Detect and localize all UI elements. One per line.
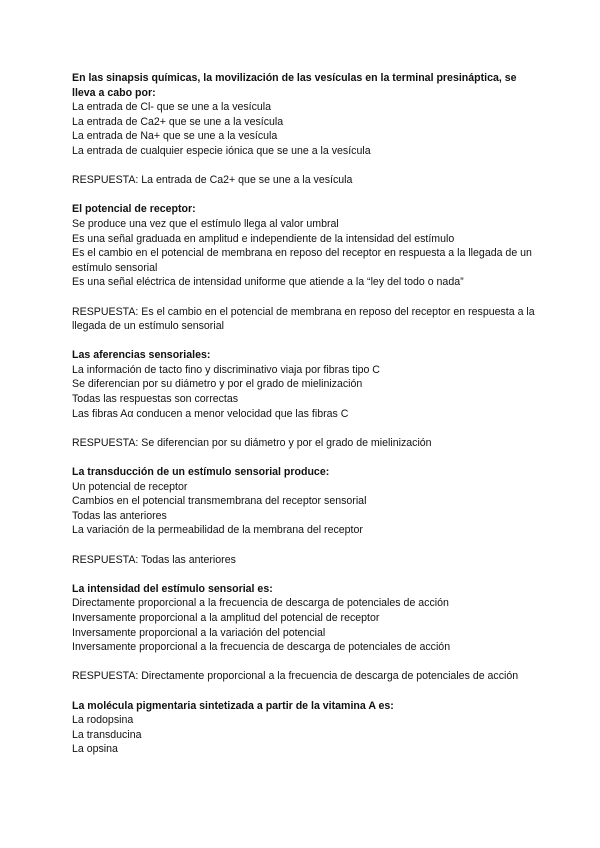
question-3: [72, 348, 542, 421]
option: La información de tacto fino y discriminativo viaja por fibras tipo C: [72, 363, 380, 376]
option: La entrada de Ca2+ que se une a la vesícula: [72, 115, 284, 128]
question-title: Las aferencias sensoriales:: [72, 349, 211, 362]
answer: RESPUESTA: Todas las anteriores: [72, 553, 236, 566]
option: Directamente proporcional a la frecuencia de descarga de potenciales de acción: [72, 597, 449, 610]
option: Es una señal graduada en amplitud e independiente de la intensidad del estímulo: [72, 232, 455, 245]
question-4: [72, 465, 542, 538]
option: Las fibras Aα conducen a menor velocidad que las fibras C: [72, 407, 349, 420]
option: La transducina: [72, 728, 142, 741]
option: Inversamente proporcional a la variación del potencial: [72, 626, 326, 639]
document-page: [72, 71, 542, 772]
option: La rodopsina: [72, 714, 134, 727]
option: Se produce una vez que el estímulo llega al valor umbral: [72, 217, 339, 230]
answer: RESPUESTA: Directamente proporcional a la frecuencia de descarga de potenciales de acción: [72, 670, 519, 683]
answer: RESPUESTA: Se diferencian por su diámetro y por el grado de mielinización: [72, 436, 432, 449]
option: Es el cambio en el potencial de membrana en reposo del receptor en respuesta a la llegada de un estímulo sensorial: [72, 247, 532, 274]
question-title: El potencial de receptor:: [72, 203, 196, 216]
option: La opsina: [72, 743, 118, 756]
option: Cambios en el potencial transmembrana del receptor sensorial: [72, 495, 367, 508]
question-6: [72, 699, 542, 757]
option: La entrada de cualquier especie iónica que se une a la vesícula: [72, 144, 371, 157]
question-title: La intensidad del estímulo sensorial es:: [72, 582, 273, 595]
question-5: [72, 582, 542, 655]
option: Inversamente proporcional a la amplitud del potencial de receptor: [72, 611, 380, 624]
question-title: En las sinapsis químicas, la movilización de las vesículas en la terminal presináptica, se lleva a cabo por:: [72, 72, 517, 99]
option: Es una señal eléctrica de intensidad uniforme que atiende a la “ley del todo o nada”: [72, 276, 464, 289]
option: La variación de la permeabilidad de la membrana del receptor: [72, 524, 363, 537]
option: Inversamente proporcional a la frecuencia de descarga de potenciales de acción: [72, 641, 451, 654]
option: Todas las anteriores: [72, 509, 167, 522]
answer: RESPUESTA: La entrada de Ca2+ que se une a la vesícula: [72, 174, 353, 187]
option: La entrada de Cl- que se une a la vesícula: [72, 101, 272, 114]
question-1: [72, 71, 542, 159]
option: Todas las respuestas son correctas: [72, 393, 239, 406]
question-2: [72, 202, 542, 290]
option: Se diferencian por su diámetro y por el grado de mielinización: [72, 378, 363, 391]
option: Un potencial de receptor: [72, 480, 188, 493]
question-title: La transducción de un estímulo sensorial produce:: [72, 466, 330, 479]
question-title: La molécula pigmentaria sintetizada a partir de la vitamina A es:: [72, 699, 394, 712]
answer: RESPUESTA: Es el cambio en el potencial de membrana en reposo del receptor en respuesta a la llegada de un estímulo sensorial: [72, 305, 535, 333]
option: La entrada de Na+ que se une a la vesícula: [72, 130, 278, 143]
